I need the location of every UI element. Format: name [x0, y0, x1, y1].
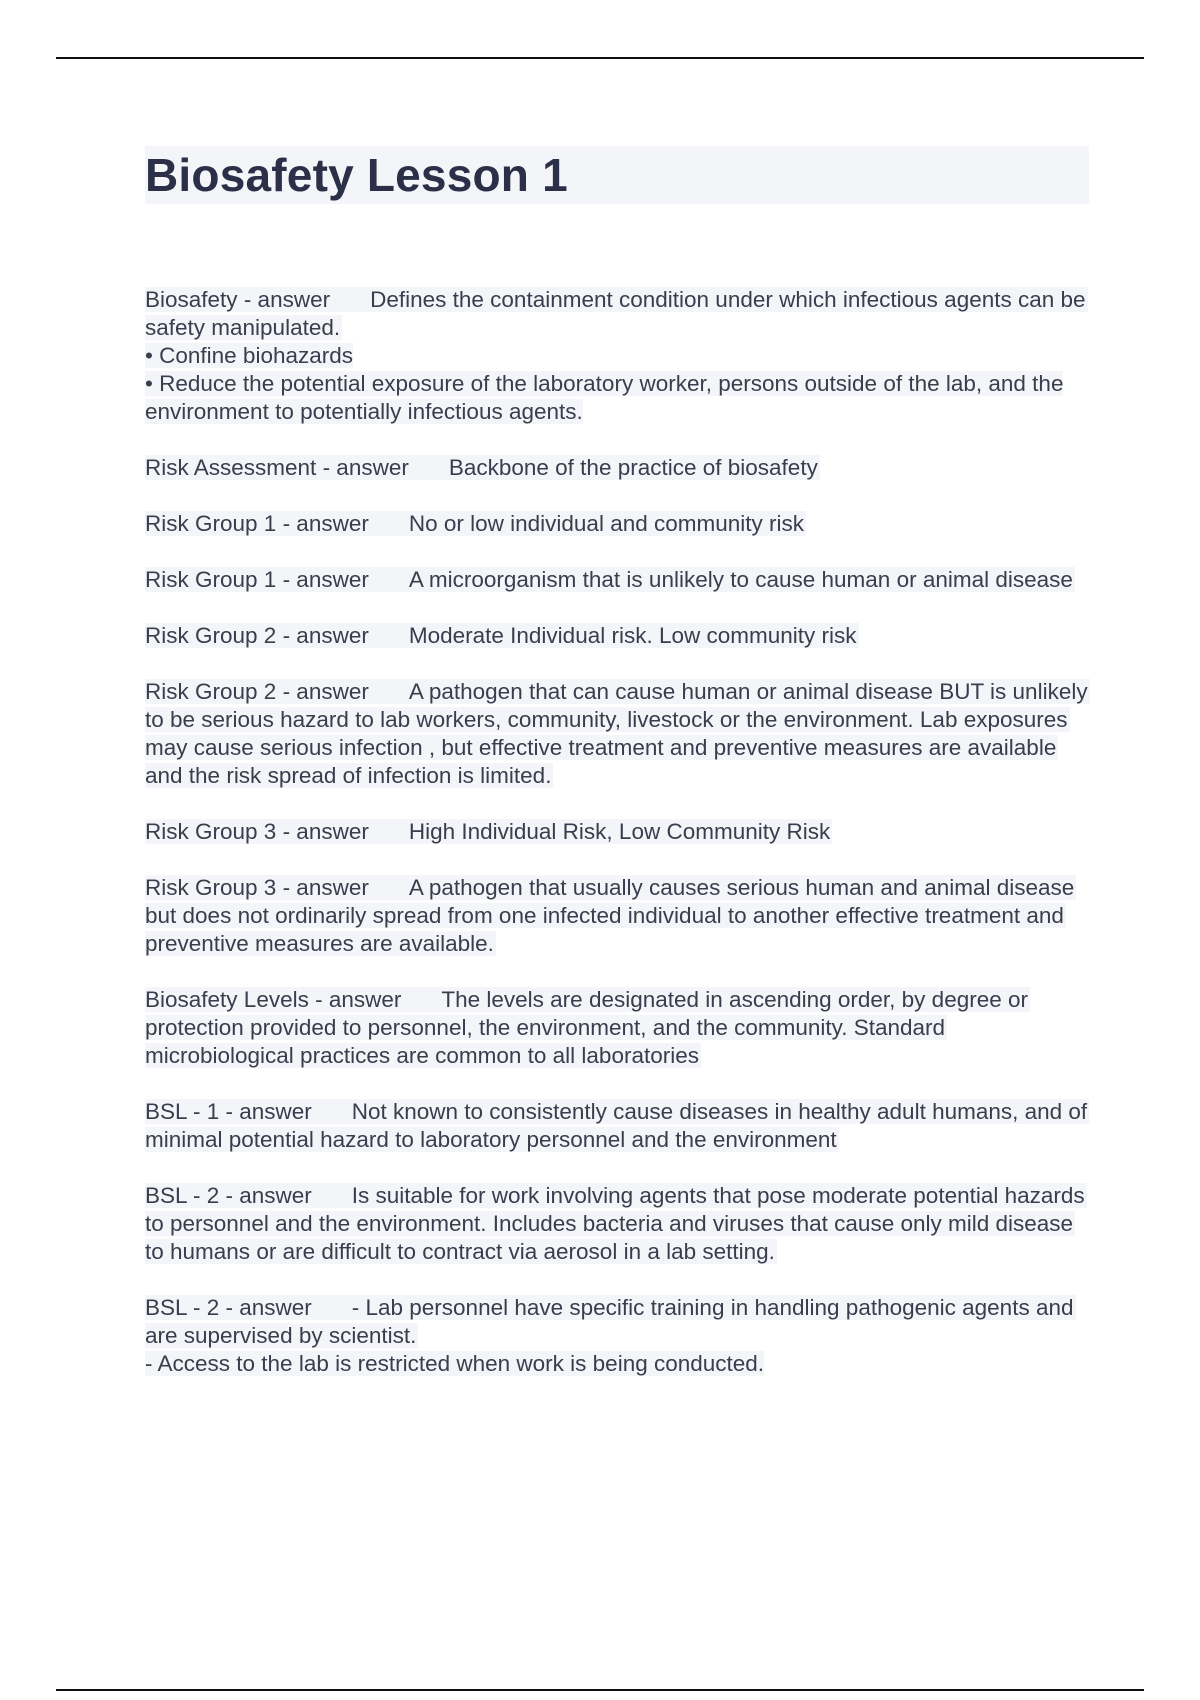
answer-separator: - answer	[276, 679, 369, 704]
card-definition: - Lab personnel have specific training in handling pathogenic agents and are supervised by scientist.	[145, 1295, 1074, 1348]
answer-separator: - answer	[308, 987, 402, 1012]
flashcard	[145, 986, 1089, 1070]
bottom-rule	[56, 1689, 1144, 1691]
flashcard	[145, 622, 1089, 650]
card-definition: No or low individual and community risk	[408, 511, 804, 536]
card-term: Risk Group 1	[145, 511, 277, 536]
card-term: Biosafety Levels	[145, 987, 309, 1012]
flashcard	[145, 818, 1089, 846]
card-definition: Not known to consistently cause diseases in healthy adult humans, and of minimal potential hazard to laboratory personnel and the environment	[145, 1099, 1088, 1152]
answer-separator: - answer	[237, 287, 331, 312]
answer-separator: - answer	[219, 1099, 312, 1124]
card-term: Risk Assessment	[145, 455, 317, 480]
answer-separator: - answer	[219, 1183, 312, 1208]
card-definition: Is suitable for work involving agents that pose moderate potential hazards to personnel and the environment. Includes bacteria and viruses that cause only mild disease to humans or are difficult to contract via aerosol in a lab setting.	[145, 1183, 1085, 1264]
document-body	[145, 146, 1089, 1406]
flashcard	[145, 678, 1089, 790]
title-bar	[145, 146, 1089, 204]
flashcard	[145, 454, 1089, 482]
answer-separator: - answer	[219, 1295, 312, 1320]
card-definition: A pathogen that usually causes serious human and animal disease but does not ordinarily spread from one infected individual to another effective treatment and preventive measures are available.	[145, 875, 1075, 956]
flashcard	[145, 566, 1089, 594]
answer-separator: - answer	[276, 819, 369, 844]
card-term: BSL - 1	[145, 1099, 220, 1124]
card-term: BSL - 2	[145, 1183, 220, 1208]
flashcard	[145, 1098, 1089, 1154]
flashcard	[145, 510, 1089, 538]
card-definition: A pathogen that can cause human or animal disease BUT is unlikely to be serious hazard to lab workers, community, livestock or the environment. Lab exposures may cause serious infection , but effective treatment and preventive measures are available and the risk spread of infection is limited.	[145, 679, 1088, 788]
card-term: Risk Group 3	[145, 875, 277, 900]
card-bullet: • Reduce the potential exposure of the laboratory worker, persons outside of the lab, and the environment to potentially infectious agents.	[145, 371, 1064, 424]
card-term: Risk Group 3	[145, 819, 277, 844]
flashcard-list	[145, 286, 1089, 1378]
answer-separator: - answer	[276, 511, 369, 536]
card-term: BSL - 2	[145, 1295, 220, 1320]
flashcard	[145, 874, 1089, 958]
flashcard	[145, 1294, 1089, 1378]
page-title: Biosafety Lesson 1	[145, 149, 568, 201]
flashcard	[145, 1182, 1089, 1266]
answer-separator: - answer	[276, 623, 369, 648]
card-definition: Defines the containment condition under which infectious agents can be safety manipulated.	[145, 287, 1086, 340]
answer-separator: - answer	[316, 455, 409, 480]
top-rule	[56, 57, 1144, 59]
card-term: Risk Group 2	[145, 679, 277, 704]
card-bullet: - Access to the lab is restricted when work is being conducted.	[145, 1351, 765, 1376]
flashcard	[145, 286, 1089, 426]
card-definition: Backbone of the practice of biosafety	[448, 455, 818, 480]
card-term: Risk Group 1	[145, 567, 277, 592]
card-term: Risk Group 2	[145, 623, 277, 648]
answer-separator: - answer	[276, 875, 369, 900]
card-bullet: • Confine biohazards	[145, 343, 354, 368]
card-definition: Moderate Individual risk. Low community risk	[408, 623, 857, 648]
card-term: Biosafety	[145, 287, 238, 312]
card-definition: A microorganism that is unlikely to cause human or animal disease	[408, 567, 1073, 592]
card-definition: The levels are designated in ascending order, by degree or protection provided to personnel, the environment, and the community. Standard microbiological practices are common to all laboratories	[145, 987, 1029, 1068]
answer-separator: - answer	[276, 567, 369, 592]
card-definition: High Individual Risk, Low Community Risk	[408, 819, 831, 844]
